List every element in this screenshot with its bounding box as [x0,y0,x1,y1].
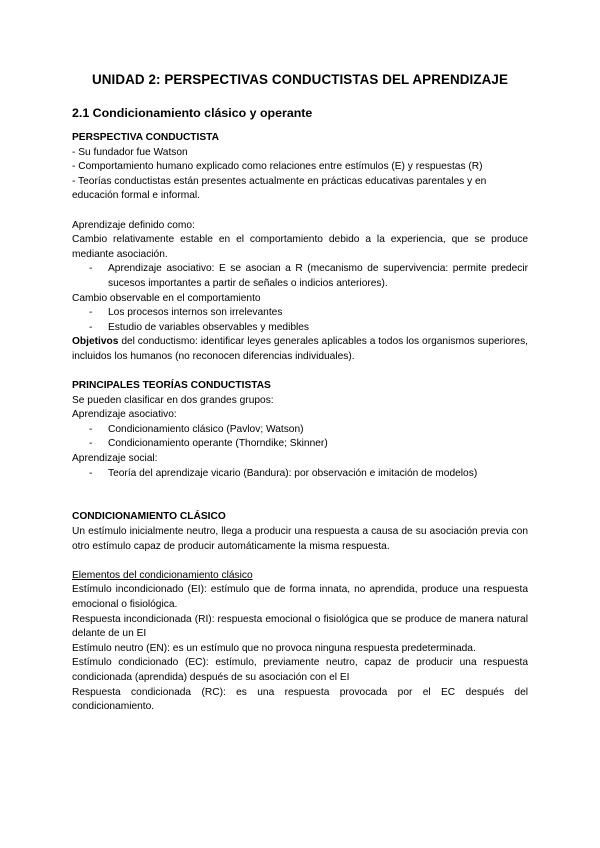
list-item [72,262,528,291]
element-definition: Estímulo condicionado (EC): estímulo, previamente neutro, capaz de producir una respuesta condicionada (aprendida) después de su asociación con el EI [72,657,528,683]
bullet-dash: - [89,438,93,450]
list-item [72,437,528,452]
element-definition: Estímulo neutro (EN): es un estímulo que no provoca ninguna respuesta predeterminada. [72,642,476,654]
objetivos-text: del conductismo: identificar leyes generales aplicables a todos los organismos superiores, incluidos los humanos (no reconocen diferencias individuales). [72,336,528,362]
teorias-group2: Aprendizaje social: [72,453,158,465]
list-item [72,423,528,438]
list-item [72,306,528,321]
list-item-text: Condicionamiento operante (Thorndike; Skinner) [108,438,328,450]
list-item-text: Condicionamiento clásico (Pavlov; Watson) [108,423,304,435]
list-item [72,467,528,482]
perspectiva-line: - Comportamiento humano explicado como relaciones entre estímulos (E) y respuestas (R) [72,161,483,173]
objetivos-label: Objetivos [72,336,119,348]
aprendizaje-observable: Cambio observable en el comportamiento [72,292,261,304]
aprendizaje-intro: Aprendizaje definido como: [72,219,195,231]
bullet-dash: - [89,307,93,319]
document-title: UNIDAD 2: PERSPECTIVAS CONDUCTISTAS DEL APRENDIZAJE [91,72,509,87]
objetivos-paragraph [72,335,528,364]
aprendizaje-definition: Cambio relativamente estable en el comportamiento debido a la experiencia, que se produce mediante asociación. [72,234,528,260]
list-item [72,321,528,336]
elements-heading: Elementos del condicionamiento clásico [72,569,253,581]
clasico-definition: Un estímulo inicialmente neutro, llega a producir una respuesta a causa de su asociación previa con otro estímulo capaz de producir automáticamente la misma respuesta. [72,526,528,552]
list-item-text: Los procesos internos son irrelevantes [108,307,283,319]
teorias-intro: Se pueden clasificar en dos grandes grupos: [72,394,274,406]
section-title: 2.1 Condicionamiento clásico y operante [72,106,313,120]
element-definition: Estímulo incondicionado (EI): estímulo que de forma innata, no aprendida, produce una respuesta emocional o fisiológica. [72,584,528,610]
bullet-dash: - [89,263,93,275]
bullet-dash: - [89,467,93,479]
clasico-heading: CONDICIONAMIENTO CLÁSICO [72,511,226,523]
teorias-heading: PRINCIPALES TEORÍAS CONDUCTISTAS [72,380,271,392]
element-definition: Respuesta incondicionada (RI): respuesta emocional o fisiológica que se produce de manera natural delante de un EI [72,613,528,640]
list-item-text: Aprendizaje asociativo: E se asocian a R (mecanismo de supervivencia: permite predecir sucesos importantes a partir de señales o indicios anteriores). [108,263,528,289]
bullet-dash: - [89,321,93,333]
list-item-text: Teoría del aprendizaje vicario (Bandura): por observación e imitación de modelos) [108,467,478,479]
list-item-text: Estudio de variables observables y medibles [108,321,310,333]
bullet-dash: - [89,423,93,435]
teorias-group1: Aprendizaje asociativo: [72,409,177,421]
element-definition: Respuesta condicionada (RC): es una respuesta provocada por el EC después del condicionamiento. [72,686,528,713]
perspectiva-line: - Su fundador fue Watson [72,146,188,158]
perspectiva-line: - Teorías conductistas están presentes actualmente en prácticas educativas parentales y en educación formal e informal. [72,175,487,202]
perspectiva-heading: PERSPECTIVA CONDUCTISTA [72,132,219,143]
document-body [72,131,528,715]
